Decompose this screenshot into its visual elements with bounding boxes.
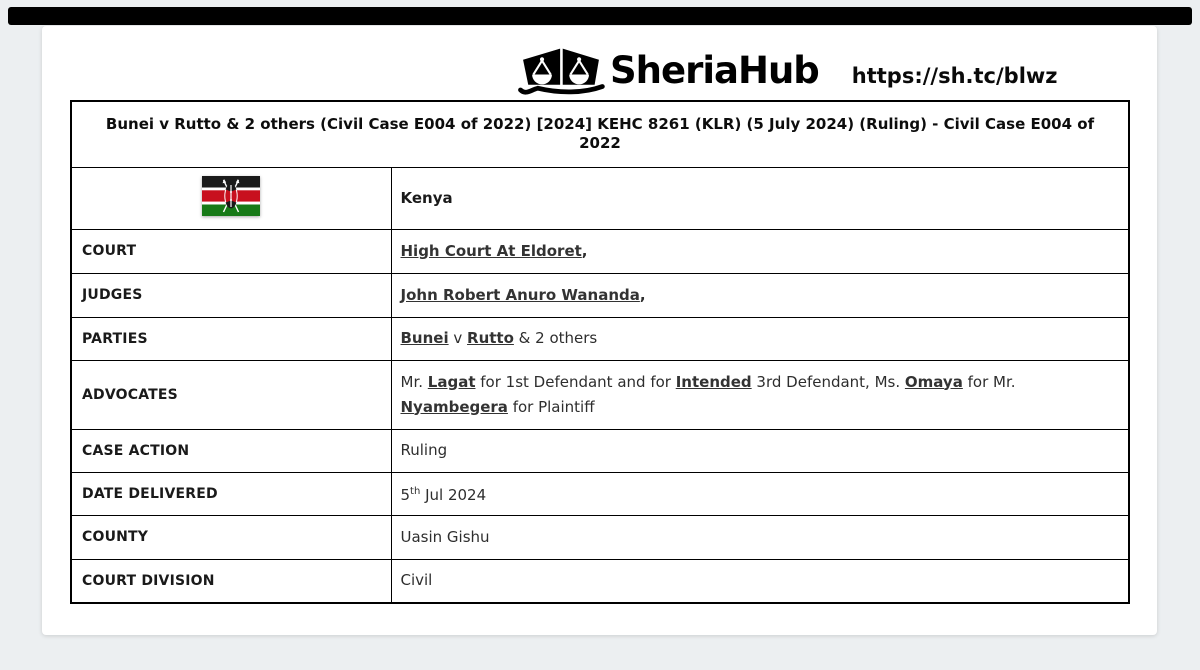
case-action-label: CASE ACTION	[71, 429, 391, 472]
advocates-text: for Plaintiff	[507, 397, 595, 416]
table-row-court	[71, 229, 1129, 273]
kenya-flag	[202, 176, 260, 216]
parties-separator: v	[448, 329, 468, 347]
scales-of-justice-icon	[517, 46, 605, 96]
table-row-court-division	[71, 559, 1129, 603]
case-action-value: Ruling	[391, 429, 1129, 472]
case-title: Bunei v Rutto & 2 others (Civil Case E004 of 2022) [2024] KEHC 8261 (KLR) (5 July 2024) (Ruling) - Civil Case E004 of 2022	[71, 101, 1129, 167]
advocates-text: for Mr.	[962, 372, 1016, 391]
date-ordinal: th	[410, 486, 421, 497]
judge-link[interactable]: John Robert Anuro Wananda	[400, 285, 640, 304]
parties-others: & 2 others	[513, 329, 598, 347]
advocates-value	[391, 360, 1129, 429]
party-link-rutto[interactable]: Rutto	[467, 329, 514, 347]
parties-value	[391, 317, 1129, 360]
advocate-link-lagat[interactable]: Lagat	[427, 372, 476, 391]
share-url: https://sh.tc/blwz	[851, 63, 1058, 88]
county-value: Uasin Gishu	[391, 515, 1129, 559]
table-row-parties	[71, 317, 1129, 360]
court-suffix: ,	[581, 241, 588, 260]
party-link-bunei[interactable]: Bunei	[400, 329, 449, 347]
brand-name: SheriaHub	[610, 49, 819, 92]
parties-label: PARTIES	[71, 317, 391, 360]
court-label: COURT	[71, 229, 391, 273]
table-row-case-action	[71, 429, 1129, 472]
table-row-judges	[71, 273, 1129, 317]
case-details-table	[70, 100, 1130, 604]
date-day: 5	[400, 486, 411, 504]
site-header	[517, 46, 1058, 96]
top-black-bar	[8, 7, 1192, 25]
table-row-date-delivered	[71, 472, 1129, 515]
date-delivered-label: DATE DELIVERED	[71, 472, 391, 515]
table-row-country	[71, 167, 1129, 229]
case-card	[42, 26, 1157, 635]
advocates-text: 3rd Defendant, Ms.	[751, 372, 905, 391]
court-link[interactable]: High Court At Eldoret	[400, 241, 582, 260]
date-delivered-value	[391, 472, 1129, 515]
advocate-link-intended[interactable]: Intended	[675, 372, 752, 391]
table-row-advocates	[71, 360, 1129, 429]
advocate-link-omaya[interactable]: Omaya	[904, 372, 963, 391]
advocates-text: for 1st Defendant and for	[475, 372, 676, 391]
advocates-label: ADVOCATES	[71, 360, 391, 429]
country-name: Kenya	[400, 188, 453, 207]
table-row-title	[71, 101, 1129, 167]
court-division-label: COURT DIVISION	[71, 559, 391, 603]
court-division-value: Civil	[391, 559, 1129, 603]
date-rest: Jul 2024	[420, 486, 487, 504]
advocates-text: Mr.	[400, 372, 428, 391]
judges-suffix: ,	[639, 285, 646, 304]
county-label: COUNTY	[71, 515, 391, 559]
advocate-link-nyambegera[interactable]: Nyambegera	[400, 397, 508, 416]
judges-label: JUDGES	[71, 273, 391, 317]
table-row-county	[71, 515, 1129, 559]
